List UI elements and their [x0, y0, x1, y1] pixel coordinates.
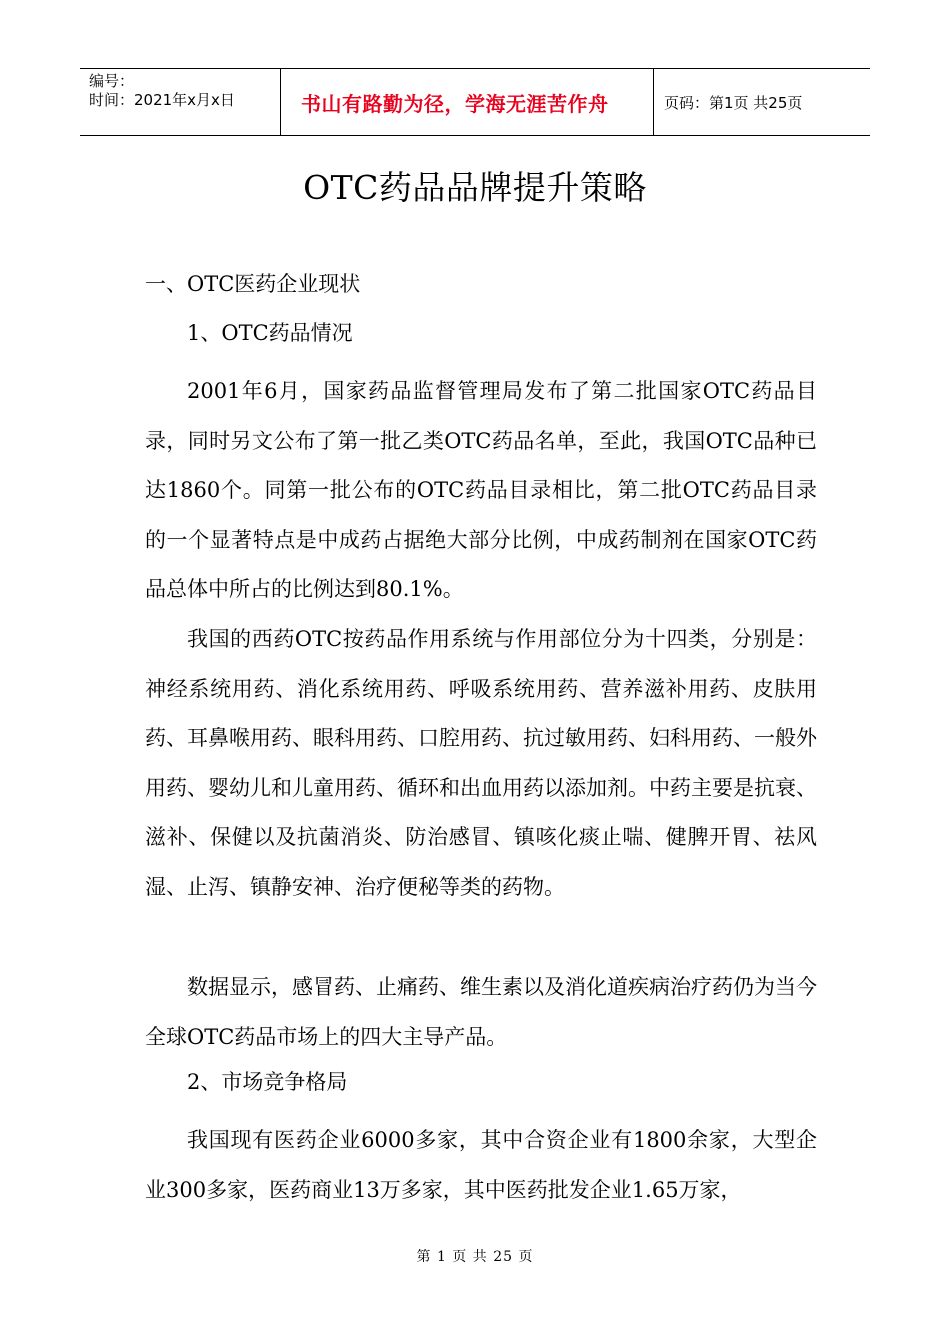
document-number-label: 编号： [89, 72, 135, 90]
document-header [80, 68, 870, 136]
subsection2-heading: 2、市场竞争格局 [187, 1070, 348, 1094]
document-time-label: 时间：2021年x月x日 [89, 91, 235, 109]
subsection1-heading: 1、OTC药品情况 [187, 321, 353, 345]
paragraph-3-block [145, 963, 817, 1062]
paragraph-1: 2001年6月，国家药品监督管理局发布了第二批国家OTC药品目录，同时另文公布了第一批乙类OTC药品名单，至此，我国OTC品种已达1860个。同第一批公布的OTC药品目录相比，第二批OTC药品目录的一个显著特点是中成药占据绝大部分比例，中成药制剂在国家OTC药品总体中所占的比例达到80.1%。 [145, 379, 817, 601]
paragraph-2: 我国的西药OTC按药品作用系统与作用部位分为十四类，分别是：神经系统用药、消化系统用药、呼吸系统用药、营养滋补用药、皮肤用药、耳鼻喉用药、眼科用药、口腔用药、抗过敏用药、妇科用药、一般外用药、婴幼儿和儿童用药、循环和出血用药以添加剂。中药主要是抗衰、滋补、保健以及抗菌消炎、防治感冒、镇咳化痰止喘、健脾开胃、祛风湿、止泻、镇静安神、治疗便秘等类的药物。 [145, 627, 817, 899]
header-page-info: 页码：第1页 共25页 [664, 93, 803, 112]
paragraph-1-block [145, 367, 817, 615]
document-title: OTC药品品牌提升策略 [303, 168, 647, 207]
header-motto: 书山有路勤为径，学海无涯苦作舟 [281, 69, 654, 135]
paragraph-2-block [145, 615, 817, 912]
section1-heading: 一、OTC医药企业现状 [145, 272, 361, 296]
paragraph-4: 我国现有医药企业6000多家，其中合资企业有1800余家，大型企业300多家，医药商业13万多家，其中医药批发企业1.65万家， [145, 1128, 817, 1202]
paragraph-4-block [145, 1116, 817, 1215]
header-meta-cell [80, 69, 281, 135]
paragraph-3: 数据显示，感冒药、止痛药、维生素以及消化道疾病治疗药仍为当今全球OTC药品市场上的四大主导产品。 [145, 975, 817, 1049]
page-footer: 第 1 页 共 25 页 [416, 1249, 534, 1265]
